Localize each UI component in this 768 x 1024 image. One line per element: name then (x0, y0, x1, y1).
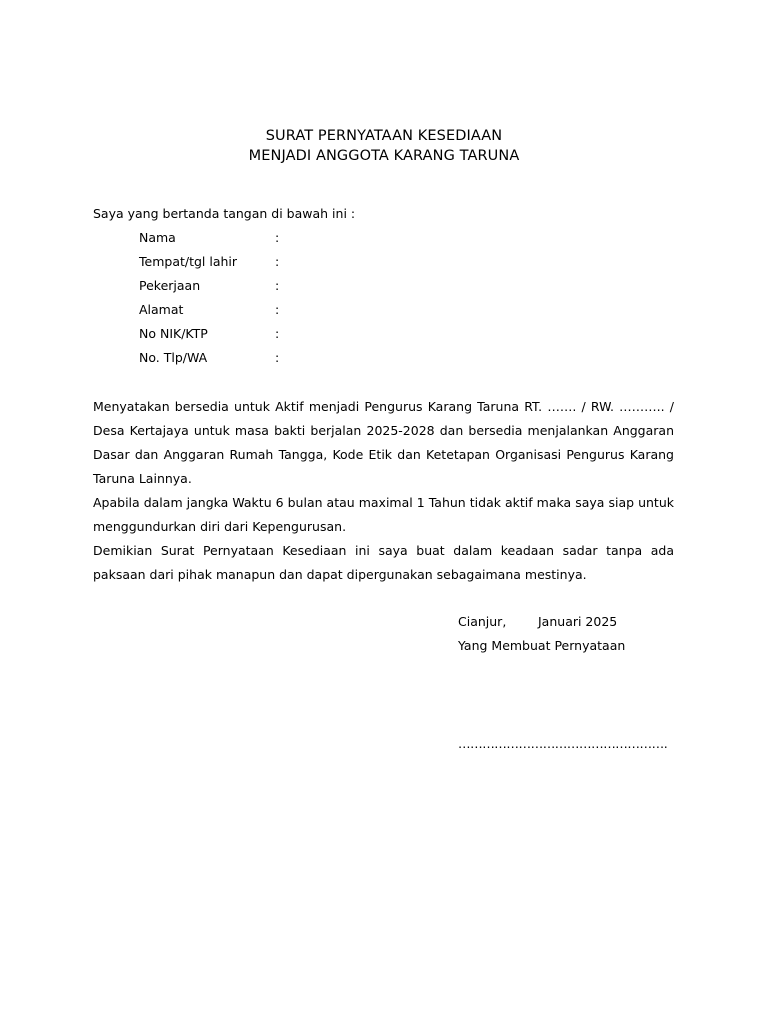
closing-paragraph: Demikian Surat Pernyataan Kesediaan ini saya buat dalam keadaan sadar tanpa ada paksaan dari pihak manapun dan dapat dipergunakan sebagaimana mestinya. (93, 543, 674, 582)
title-line-1: SURAT PERNYATAAN KESEDIAAN (265, 128, 503, 144)
field-row-nama (139, 230, 439, 246)
field-row-tempat-tgl-lahir (139, 254, 439, 270)
field-label: Pekerjaan (139, 278, 201, 293)
field-colon: : (275, 230, 280, 245)
field-label: Alamat (139, 302, 184, 317)
field-row-nik-ktp (139, 326, 439, 342)
field-colon: : (275, 302, 280, 317)
intro-text: Saya yang bertanda tangan di bawah ini : (93, 206, 356, 221)
field-colon: : (275, 326, 280, 341)
statement-paragraph: Menyatakan bersedia untuk Aktif menjadi Pengurus Karang Taruna RT. ……. / RW. ……….. / Desa Kertajaya untuk masa bakti berjalan 2025-2028 dan bersedia menjalankan Anggaran Dasar dan Anggaran Rumah Tangga, Kode Etik dan Ketetapan Organisasi Pengurus Karang Taruna Lainnya. (93, 399, 674, 486)
signature-place: Cianjur, (458, 614, 507, 629)
field-row-pekerjaan (139, 278, 439, 294)
field-label: No. Tlp/WA (139, 350, 208, 365)
field-label: Tempat/tgl lahir (139, 254, 238, 269)
field-label: Nama (139, 230, 176, 245)
field-colon: : (275, 350, 280, 365)
signature-maker-label: Yang Membuat Pernyataan (458, 638, 626, 653)
field-row-tlp-wa (139, 350, 439, 366)
field-row-alamat (139, 302, 439, 318)
field-colon: : (275, 254, 280, 269)
signature-line: ……………………………………………. (458, 736, 668, 751)
title-line-2: MENJADI ANGGOTA KARANG TARUNA (248, 148, 520, 164)
resignation-paragraph: Apabila dalam jangka Waktu 6 bulan atau maximal 1 Tahun tidak aktif maka saya siap untuk menggundurkan diri dari Kepengurusan. (93, 495, 674, 534)
signature-date: Januari 2025 (538, 614, 618, 629)
field-label: No NIK/KTP (139, 326, 208, 341)
field-colon: : (275, 278, 280, 293)
